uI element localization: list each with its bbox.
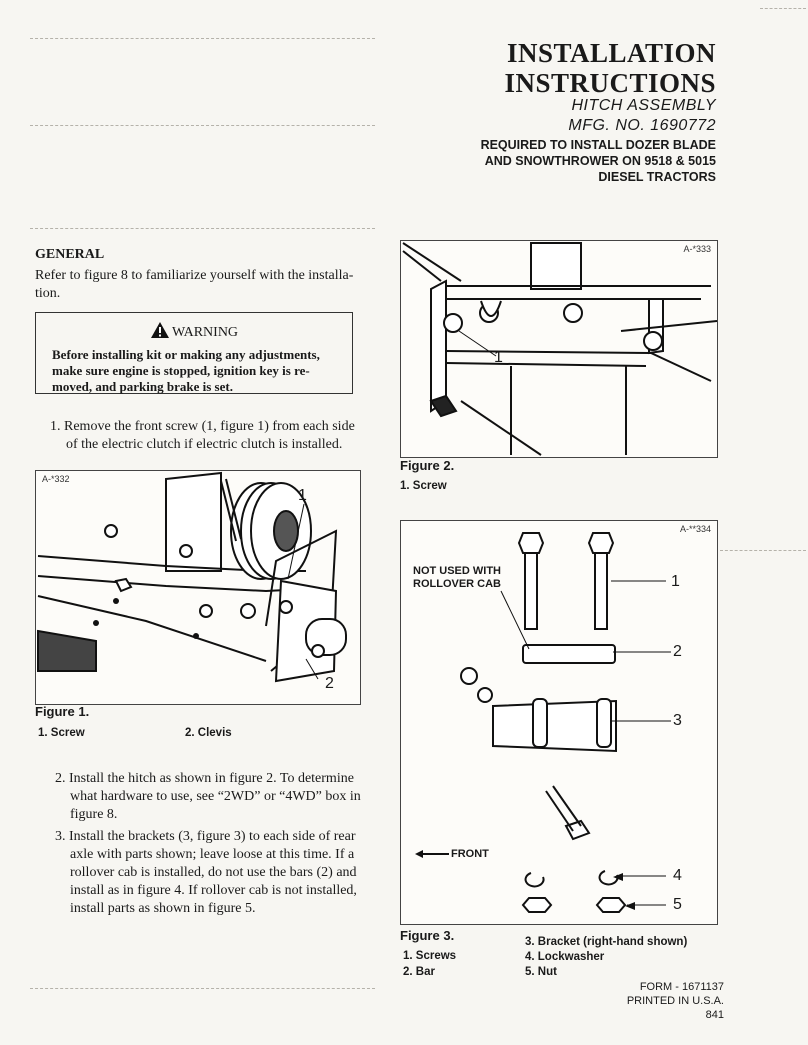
print-code: 841 bbox=[705, 1009, 724, 1021]
form-number: FORM - 1671137 bbox=[639, 981, 724, 993]
figure-1-id: A-*332 bbox=[42, 474, 70, 484]
step-3 bbox=[55, 828, 365, 918]
title-line-2: INSTRUCTIONS bbox=[504, 68, 716, 98]
figure-3-callout-3: 3 bbox=[673, 712, 682, 729]
scan-mark bbox=[30, 228, 375, 229]
figure-3-callout-1: 1 bbox=[671, 573, 680, 590]
title-line-1: INSTALLATION bbox=[506, 38, 716, 68]
figure-2-caption: Figure 2. bbox=[400, 458, 455, 473]
warning-box bbox=[35, 312, 353, 394]
required-line-1: REQUIRED TO INSTALL DOZER BLADE bbox=[480, 138, 716, 152]
figure-2-illustration bbox=[400, 240, 718, 458]
figure-3-note bbox=[413, 565, 501, 591]
subtitle-line-2: MFG. NO. 1690772 bbox=[568, 117, 716, 134]
figure-3-caption: Figure 3. bbox=[400, 928, 455, 943]
figure-3-note-line-1: NOT USED WITH bbox=[413, 565, 501, 577]
form-footer bbox=[627, 980, 724, 1022]
figure-3-callout-2: 2 bbox=[673, 643, 682, 660]
document-title bbox=[504, 38, 716, 98]
intro-line-1: Refer to figure 8 to familiarize yourself with the installa- bbox=[35, 268, 354, 283]
figure-2-callout-1: 1 bbox=[494, 349, 503, 366]
step-2-line-3: figure 8. bbox=[70, 807, 118, 822]
general-intro bbox=[35, 267, 360, 303]
warning-line-1: Before installing kit or making any adjustments, bbox=[52, 347, 320, 362]
figure-1-illustration bbox=[35, 470, 361, 705]
step-1 bbox=[50, 418, 360, 454]
step-2-line-2: what hardware to use, see “2WD” or “4WD” box in bbox=[70, 789, 361, 804]
figure-1-drawing bbox=[36, 471, 360, 704]
figure-2-legend-1: 1. Screw bbox=[400, 480, 447, 492]
intro-line-2: tion. bbox=[35, 286, 61, 301]
figure-3-callout-5: 5 bbox=[673, 896, 682, 913]
scan-mark bbox=[30, 988, 375, 989]
figure-1-legend-1: 1. Screw bbox=[38, 727, 85, 739]
scan-mark bbox=[30, 38, 375, 39]
figure-2-id: A-*333 bbox=[683, 244, 711, 254]
warning-title bbox=[36, 321, 352, 344]
warning-line-2: make sure engine is stopped, ignition key is re- bbox=[52, 363, 310, 378]
figure-3-legend-1: 1. Screws bbox=[403, 950, 457, 962]
figure-3-callout-4: 4 bbox=[673, 867, 682, 884]
figure-3-illustration bbox=[400, 520, 718, 925]
step-1-line-1: 1. Remove the front screw (1, figure 1) from each side bbox=[50, 419, 355, 434]
warning-line-3: moved, and parking brake is set. bbox=[52, 379, 233, 394]
figure-3-legend-2: 2. Bar bbox=[403, 966, 435, 978]
required-line-3: DIESEL TRACTORS bbox=[598, 170, 716, 184]
figure-1-caption: Figure 1. bbox=[35, 704, 90, 719]
scan-mark bbox=[720, 550, 806, 551]
figure-3-note-line-2: ROLLOVER CAB bbox=[413, 578, 501, 590]
required-note bbox=[481, 137, 716, 185]
warning-body bbox=[52, 347, 342, 395]
figure-3-front-label: FRONT bbox=[451, 848, 489, 860]
step-3-line-3: rollover cab is installed, do not use the bars (2) and bbox=[70, 865, 357, 880]
step-3-line-1: 3. Install the brackets (3, figure 3) to each side of rear bbox=[55, 829, 356, 844]
figure-1-callout-1: 1 bbox=[298, 487, 307, 504]
figure-2-drawing bbox=[401, 241, 717, 457]
step-3-line-5: install parts as shown in figure 5. bbox=[70, 901, 256, 916]
figure-1-callout-2: 2 bbox=[325, 675, 334, 692]
warning-triangle-icon bbox=[150, 321, 170, 344]
step-3-line-4: install as in figure 4. If rollover cab is not installed, bbox=[70, 883, 357, 898]
scan-mark bbox=[30, 125, 375, 126]
figure-3-id: A-**334 bbox=[679, 524, 711, 534]
step-1-line-2: of the electric clutch if electric clutch is installed. bbox=[66, 437, 343, 452]
scan-mark bbox=[760, 8, 806, 9]
printed-in: PRINTED IN U.S.A. bbox=[626, 995, 724, 1007]
warning-title-text: WARNING bbox=[171, 325, 239, 340]
step-3-line-2: axle with parts shown; leave loose at this time. If a bbox=[70, 847, 355, 862]
figure-3-legend-4: 4. Lockwasher bbox=[525, 951, 605, 963]
figure-1-legend-2: 2. Clevis bbox=[185, 727, 232, 739]
figure-3-legend-5: 5. Nut bbox=[525, 966, 557, 978]
required-line-2: AND SNOWTHROWER ON 9518 & 5015 bbox=[484, 154, 716, 168]
step-2-line-1: 2. Install the hitch as shown in figure 2. To determine bbox=[55, 771, 354, 786]
figure-3-legend-3: 3. Bracket (right-hand shown) bbox=[525, 936, 688, 948]
subtitle-line-1: HITCH ASSEMBLY bbox=[571, 97, 716, 114]
document-subtitle bbox=[568, 96, 716, 136]
section-heading-general: GENERAL bbox=[35, 247, 105, 262]
step-2 bbox=[55, 770, 365, 824]
